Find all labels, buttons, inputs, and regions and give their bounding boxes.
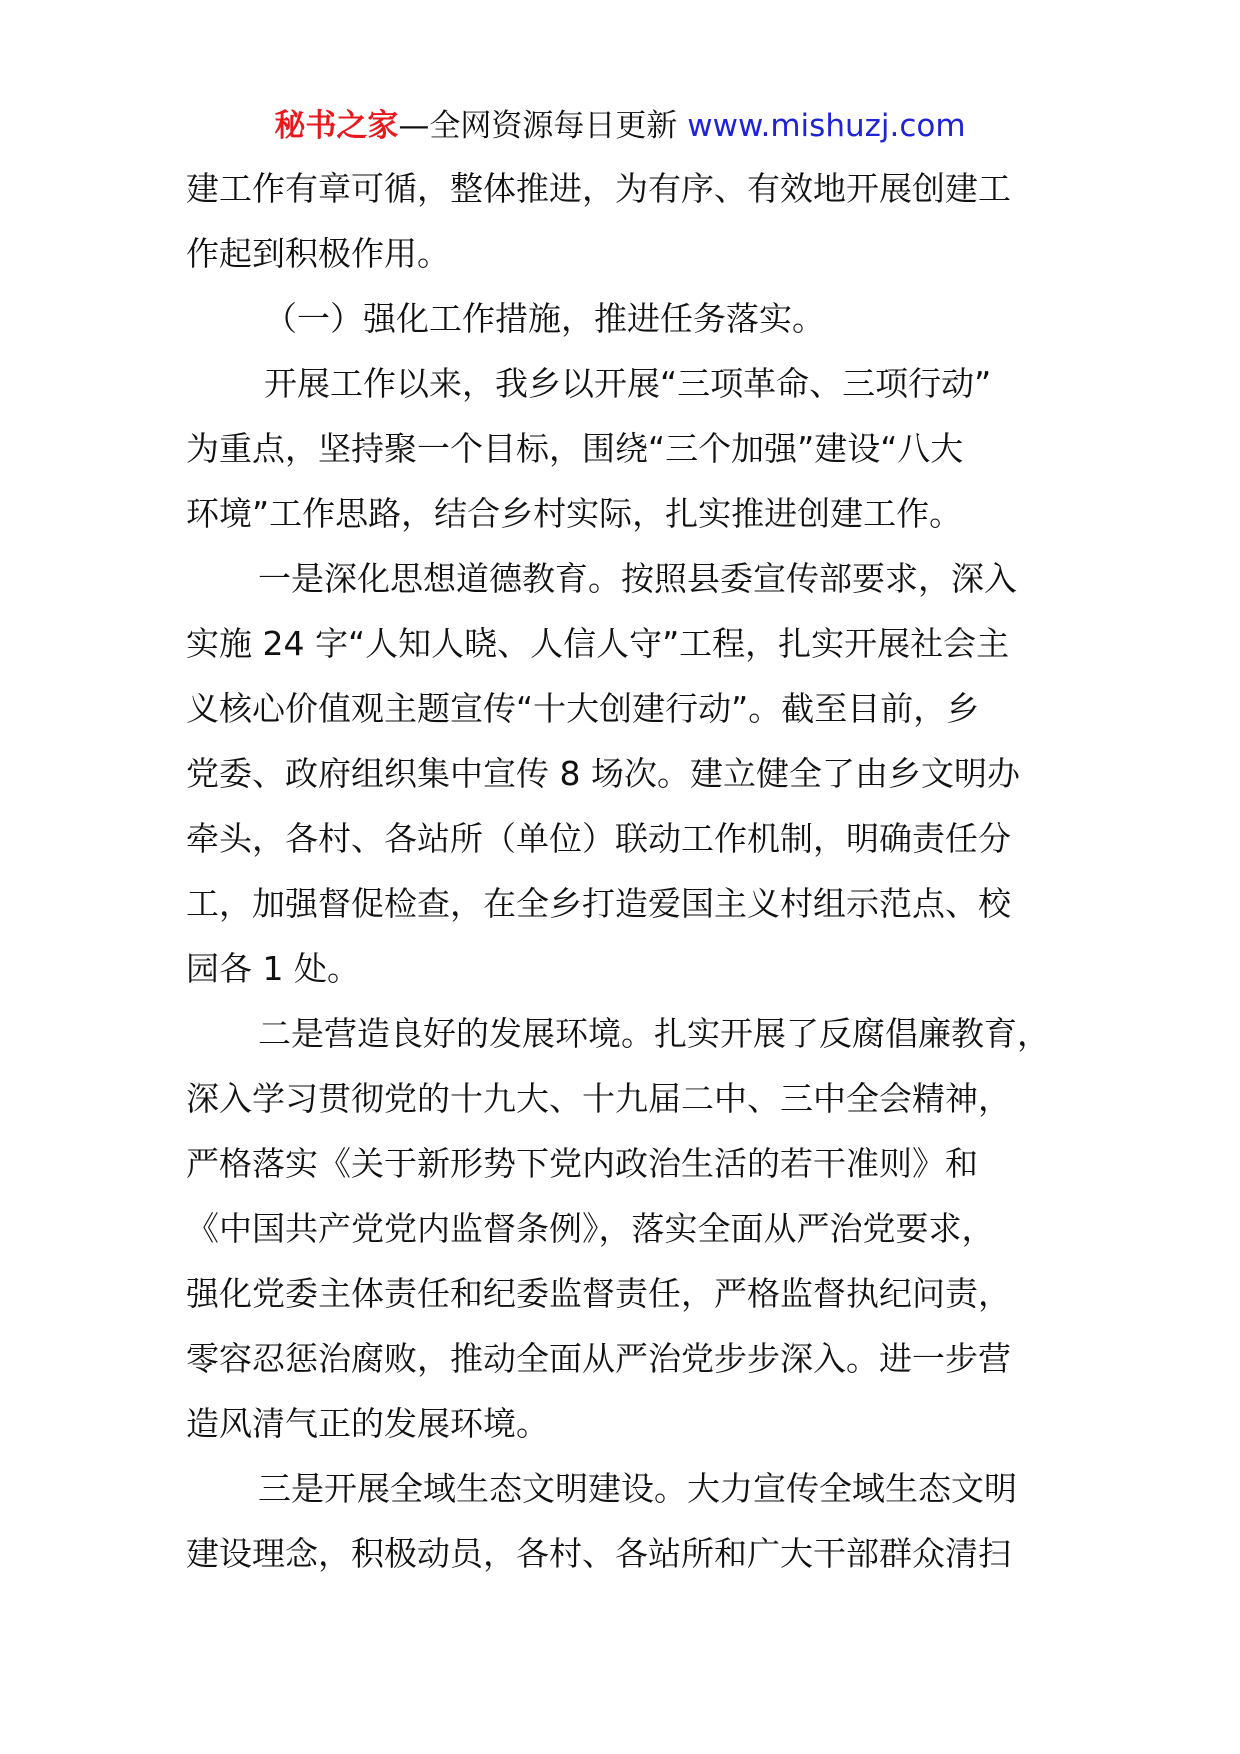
paragraph-start: 开展工作以来，我乡以开展“三项革命、三项行动” — [264, 364, 992, 403]
text-line: 《中国共产党党内监督条例》，落实全面从严治党要求， — [186, 1209, 995, 1248]
document-body — [186, 166, 1086, 1596]
section-heading: （一）强化工作措施，推进任务落实。 — [264, 299, 825, 338]
paragraph-start: 二是营造良好的发展环境。扎实开展了反腐倡廉教育， — [258, 1014, 1050, 1053]
paragraph-start: 三是开展全域生态文明建设。大力宣传全域生态文明 — [258, 1469, 1017, 1508]
text-line: 工，加强督促检查，在全乡打造爱国主义村组示范点、校 — [186, 884, 1011, 923]
text-line: 实施 24 字“人知人晓、人信人守”工程，扎实开展社会主 — [186, 624, 1010, 663]
text-line: 建工作有章可循，整体推进，为有序、有效地开展创建工 — [186, 169, 1011, 208]
text-line: 强化党委主体责任和纪委监督责任，严格监督执纪问责， — [186, 1274, 1011, 1313]
paragraph-start: 一是深化思想道德教育。按照县委宣传部要求，深入 — [258, 559, 1017, 598]
text-line: 为重点，坚持聚一个目标，围绕“三个加强”建设“八大 — [186, 429, 964, 468]
text-line: 牵头，各村、各站所（单位）联动工作机制，明确责任分 — [186, 819, 1011, 858]
text-line: 义核心价值观主题宣传“十大创建行动”。截至目前，乡 — [186, 689, 980, 728]
text-line: 党委、政府组织集中宣传 8 场次。建立健全了由乡文明办 — [186, 754, 1020, 793]
text-line: 环境”工作思路，结合乡村实际，扎实推进创建工作。 — [186, 494, 963, 533]
text-line: 零容忍惩治腐败，推动全面从严治党步步深入。进一步营 — [186, 1339, 1011, 1378]
text-line: 严格落实《关于新形势下党内政治生活的若干准则》和 — [186, 1144, 978, 1183]
text-line: 深入学习贯彻党的十九大、十九届二中、三中全会精神， — [186, 1079, 1011, 1118]
site-url-link[interactable]: www.mishuzj.com — [687, 108, 966, 144]
site-header — [0, 104, 1240, 148]
text-line: 造风清气正的发展环境。 — [186, 1404, 549, 1443]
text-line: 建设理念，积极动员，各村、各站所和广大干部群众清扫 — [186, 1534, 1011, 1573]
site-tagline: —全网资源每日更新 — [398, 108, 688, 144]
text-line: 园各 1 处。 — [186, 949, 360, 988]
site-brand: 秘书之家 — [274, 108, 399, 144]
text-line: 作起到积极作用。 — [186, 234, 450, 273]
